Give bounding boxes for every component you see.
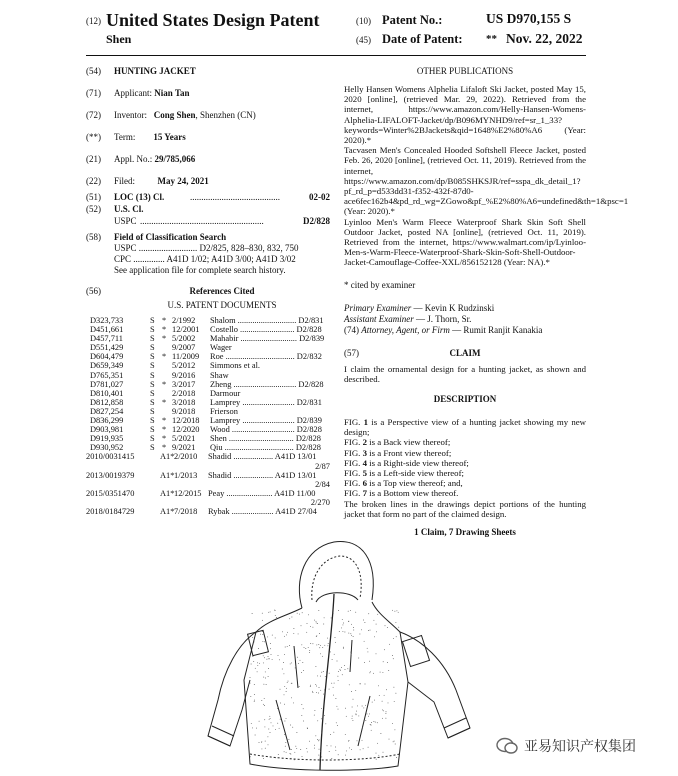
fig-number: 6 <box>362 478 367 489</box>
uspc-label: USPC <box>114 216 137 226</box>
right-sleeve <box>400 632 470 738</box>
field-number-10: (10) <box>356 16 371 26</box>
patent-kind: S <box>150 397 155 407</box>
patentee: Wood .............................. D2/828 <box>210 425 322 435</box>
field-tag: (54) <box>86 66 101 76</box>
field-number-12: (12) <box>86 16 101 26</box>
fig-text: is a Top view thereof; and, <box>366 478 463 489</box>
field-tag: (58) <box>86 232 101 242</box>
chest-pocket-zip-right <box>350 640 352 672</box>
assistant-examiner <box>344 314 586 325</box>
examiner-cited <box>162 371 172 380</box>
examiner-cited: * <box>162 416 167 426</box>
publication-kind: A1* <box>160 506 175 516</box>
figure-description <box>344 478 586 488</box>
applicant-field <box>86 88 330 110</box>
field-tag: (74) <box>344 324 359 335</box>
loc-class-field <box>86 192 330 204</box>
fig-prefix: FIG. <box>344 488 363 499</box>
table-row <box>90 334 330 343</box>
table-row <box>90 352 330 361</box>
applicant-label: Applicant: <box>114 88 152 98</box>
examiner-cited <box>162 407 172 416</box>
uspc-value: D2/828 <box>303 216 330 226</box>
publication-kind: A1* <box>160 452 175 462</box>
examiner-cited: * <box>162 334 167 344</box>
examiner-cited: * <box>162 316 167 325</box>
examiner-cited: * <box>162 397 167 407</box>
inventor-surname: Shen <box>106 32 132 46</box>
filed-field <box>86 176 330 192</box>
patent-date: 3/2017 <box>172 379 196 389</box>
publication-no: 2018/0184729 <box>86 506 135 516</box>
patent-number: D781,027 <box>90 379 124 389</box>
patent-date: 2/2018 <box>172 388 196 398</box>
publication-name: Shadid ................... A41D 13/01 <box>208 470 317 480</box>
field-number-45: (45) <box>356 35 371 45</box>
description-heading: DESCRIPTION <box>433 394 497 405</box>
fig-prefix: FIG. <box>344 457 363 468</box>
patent-date: 12/2001 <box>172 325 200 335</box>
fig-prefix: FIG. <box>344 417 364 428</box>
patent-reference-list <box>86 316 330 452</box>
term-value: 15 Years <box>153 132 186 142</box>
fig-number: 4 <box>362 457 367 468</box>
patent-date: 9/2007 <box>172 343 196 353</box>
patent-number: D919,935 <box>90 434 124 444</box>
inventor-location: , Shenzhen (CN) <box>195 110 256 120</box>
patentee: Qiu ................................. D2/828 <box>210 443 321 453</box>
search-uspc: USPC .......................... D2/825, 828–830, 832, 750 <box>114 243 299 253</box>
publication-class-continuation: 2/84 <box>315 479 330 489</box>
leader-dots: ........................................ <box>190 192 280 202</box>
patent-kind: S <box>150 379 155 389</box>
patent-date: 9/2018 <box>172 406 196 416</box>
publication-entry: Lyinloo Men's Warm Fleece Waterproof Shark Skin Soft Shell Outdoor Jacket, posted NA [online], (retrieved Oct. 11, 2019). Retrieved from the internet, https://www.walmart.com/ip/Lyinloo-Men-s-Warm-Fleece-Waterproof-Shark-Skin-Soft-Shell-Outdoor-Jacket-Camouflage-Coffee-XXL/856152128 (Year: NA).* <box>344 216 586 268</box>
term-field <box>86 132 330 154</box>
field-tag: (**) <box>86 132 101 142</box>
publication-date: 12/2015 <box>174 488 202 498</box>
publication-reference-list <box>86 452 330 516</box>
patentee: Darmour <box>210 388 241 398</box>
patent-number: US D970,155 S <box>486 11 572 26</box>
references-heading: References Cited <box>189 286 255 296</box>
hood-opening <box>312 556 361 600</box>
fig-number: 1 <box>363 417 369 428</box>
hem-line <box>250 754 400 760</box>
filed-label: Filed: <box>114 176 136 186</box>
fig-text: is a Bottom view thereof. <box>366 488 459 499</box>
patentee: Zheng .............................. D2/828 <box>210 379 324 389</box>
patent-number: D323,733 <box>90 316 124 325</box>
publication-name: Shadid ................... A41D 13/01 <box>208 452 317 462</box>
publication-no: 2015/0351470 <box>86 488 135 498</box>
table-row <box>90 443 330 452</box>
patent-date: 5/2012 <box>172 361 196 371</box>
patent-number: D457,711 <box>90 334 123 344</box>
field-tag: (22) <box>86 176 101 186</box>
assistant-examiner-label: Assistant Examiner <box>344 313 414 324</box>
table-row <box>86 489 330 498</box>
primary-examiner <box>344 303 586 314</box>
fig-number: 3 <box>362 447 367 458</box>
publication-entry: Tacvasen Men's Concealed Hooded Softshell Fleece Jacket, posted Feb. 26, 2020 [online], (retrieved Oct. 11, 2019). Retrieved from the internet, https://www.amazon.com/dp/B085SHKSJR/ref=sspa_dk_detail_1?pf_rd_p=d533dd31-f352-432f-87d0-ace6fec162b4&pd_rd_wg=ZGowo&pf_%E2%80%A6=undefined&th=1&psc=1 (Year: 2020).* <box>344 145 629 217</box>
patent-number: D812,858 <box>90 397 124 407</box>
patentee: Simmons et al. <box>210 361 261 371</box>
patentee: Shaw <box>210 370 229 380</box>
patent-date: 9/2016 <box>172 370 196 380</box>
patent-number: D551,429 <box>90 343 124 353</box>
figure-description <box>344 488 586 498</box>
publication-no: 2013/0019379 <box>86 470 135 480</box>
publication-name: Rybak .................... A41D 27/04 <box>208 506 317 516</box>
examiner-cited: * <box>162 325 167 335</box>
publication-date: 1/2013 <box>174 470 198 480</box>
assistant-examiner-name: — J. Thorn, Sr. <box>413 313 472 324</box>
zipper-line <box>320 594 334 770</box>
patent-kind: S <box>150 343 155 353</box>
patent-kind: S <box>150 388 155 398</box>
patent-number: D930,952 <box>90 443 124 453</box>
hood-outline <box>299 542 373 608</box>
term-extension-marker: ** <box>486 33 497 45</box>
patent-number: D810,401 <box>90 388 124 398</box>
title-field <box>86 66 330 88</box>
right-cuff <box>444 718 470 738</box>
filed-date: May 24, 2021 <box>157 176 209 186</box>
loc-value: 02-02 <box>309 192 330 202</box>
examiner-cited: * <box>162 425 167 435</box>
inventor-name: Cong Shen <box>153 110 196 120</box>
patent-number: D451,661 <box>90 325 124 335</box>
table-row <box>90 407 330 416</box>
fig-text: is a Front view thereof; <box>366 447 452 458</box>
field-tag: (51) <box>86 192 101 202</box>
date-of-patent: Nov. 22, 2022 <box>506 31 583 46</box>
applicant-name: Nian Tan <box>154 88 190 98</box>
attorney-label: Attorney, Agent, or Firm <box>361 324 450 335</box>
patent-date: 12/2020 <box>172 425 200 435</box>
table-row <box>86 452 330 461</box>
fig-text: is a Right-side view thereof; <box>366 457 469 468</box>
patent-kind: S <box>150 361 155 371</box>
primary-examiner-name: — Kevin K Rudzinski <box>411 302 495 313</box>
table-row <box>90 389 330 398</box>
patent-kind: S <box>150 434 155 444</box>
chest-pocket-zip-left <box>294 646 298 688</box>
claim-text: I claim the ornamental design for a hunting jacket, as shown and described. <box>344 363 586 384</box>
inventor-label: Inventor: <box>114 110 147 120</box>
patent-date: 2/1992 <box>172 316 196 325</box>
patent-date: 11/2009 <box>172 352 200 362</box>
cited-by-examiner: * cited by examiner <box>344 279 416 290</box>
application-number-field <box>86 154 330 176</box>
inventor-field <box>86 110 330 132</box>
claim-heading-row <box>344 348 586 360</box>
patentee: Roe ................................. D2/832 <box>210 352 322 362</box>
search-note: See application file for complete search history. <box>114 265 286 275</box>
hand-pocket-right <box>358 696 370 746</box>
table-row <box>90 398 330 407</box>
uspc-line <box>86 216 330 232</box>
patent-kind: S <box>150 316 155 325</box>
collar-line <box>316 593 358 602</box>
publication-date: 2/2010 <box>174 452 198 462</box>
patentee: Shen ............................... D2/828 <box>210 434 321 444</box>
appl-no-value: 29/785,066 <box>154 154 196 164</box>
patentee: Lamprey ......................... D2/831 <box>210 397 322 407</box>
patent-kind: S <box>150 370 155 380</box>
field-tag: (72) <box>86 110 101 120</box>
patent-kind: S <box>150 325 155 335</box>
table-row <box>90 371 330 380</box>
examiner-cited: * <box>162 352 167 362</box>
loc-label: LOC (13) Cl. <box>114 192 165 202</box>
patent-number: D827,254 <box>90 406 124 416</box>
left-sleeve <box>208 632 256 746</box>
examiner-cited <box>162 389 172 398</box>
bibliographic-column <box>86 66 330 516</box>
hand-pocket-left <box>276 700 290 750</box>
patent-kind: S <box>150 406 155 416</box>
figure-description <box>344 458 586 468</box>
patentee: Costello .......................... D2/828 <box>210 325 322 335</box>
patent-kind: S <box>150 425 155 435</box>
patentee: Wager <box>210 343 232 353</box>
fig-text: is a Back view thereof; <box>366 437 451 448</box>
attorney-name: — Rumit Ranjit Kanakia <box>449 324 543 335</box>
table-row <box>90 380 330 389</box>
table-row <box>90 425 330 434</box>
fig-prefix: FIG. <box>344 437 363 448</box>
table-row <box>90 325 330 334</box>
patent-number: D765,351 <box>90 370 124 380</box>
watermark <box>496 736 636 756</box>
fig-prefix: FIG. <box>344 468 363 479</box>
field-tag: (57) <box>344 347 359 358</box>
wechat-icon <box>496 737 518 755</box>
fig-prefix: FIG. <box>344 478 363 489</box>
patent-number: D604,479 <box>90 352 124 362</box>
hunting-jacket-drawing <box>194 540 484 776</box>
patentee: Mahabir ........................... D2/839 <box>210 334 325 344</box>
examiner-cited: * <box>162 379 167 389</box>
fabric-texture <box>250 610 400 761</box>
publication-date: 7/2018 <box>174 506 198 516</box>
field-tag: (52) <box>86 204 101 214</box>
figure-description <box>344 468 586 478</box>
patent-number: D903,981 <box>90 425 124 435</box>
fig-text: is a Perspective view of a hunting jacket showing my new design; <box>344 417 586 438</box>
primary-examiner-label: Primary Examiner <box>344 302 412 313</box>
search-field <box>86 232 330 280</box>
term-label: Term: <box>114 132 136 142</box>
patent-date: 5/2002 <box>172 334 196 344</box>
claims-drawings-count: 1 Claim, 7 Drawing Sheets <box>414 527 516 538</box>
fig-text: is a Left-side view thereof; <box>366 468 464 479</box>
search-label: Field of Classification Search <box>114 232 227 242</box>
patentee: Frierson <box>210 406 238 416</box>
invention-title: HUNTING JACKET <box>114 66 196 76</box>
date-of-patent-label: Date of Patent: <box>382 32 463 46</box>
us-class-field <box>86 204 330 216</box>
patent-header <box>86 8 586 52</box>
fig-number: 2 <box>362 437 367 448</box>
table-row <box>90 434 330 443</box>
publication-class-continuation: 2/87 <box>315 461 330 471</box>
patent-number-label: Patent No.: <box>382 13 443 27</box>
table-row <box>90 361 330 370</box>
table-row <box>86 471 330 480</box>
figure-list <box>344 417 586 499</box>
publication-class-continuation: 2/270 <box>310 497 330 507</box>
patent-number: D659,349 <box>90 361 124 371</box>
patent-kind: S <box>150 443 155 453</box>
table-row <box>90 416 330 425</box>
patent-date: 12/2018 <box>172 416 200 426</box>
attorney <box>344 325 586 336</box>
broken-lines-note: The broken lines in the drawings depict portions of the hunting jacket that form no part of the claimed design. <box>344 498 586 519</box>
patent-kind: S <box>150 352 155 362</box>
left-cuff <box>208 726 234 746</box>
publication-entry: Helly Hansen Womens Alphelia Lifaloft Ski Jacket, posted May 15, 2020 [online], (retrieved Mar. 29, 2022). Retrieved from the internet, https://www.amazon.com/Helly-Hansen-Womens-Alphelia-LIFALOFT-Jacket/dp/B096MYNHD9/ref=sr_1_33?keywords=Winter%2BJackets&qid=1648%E2%80%A6 (Year: 2020).* <box>344 84 586 146</box>
patentee: Lamprey ......................... D2/839 <box>210 416 322 426</box>
table-row <box>90 316 330 325</box>
field-tag: (21) <box>86 154 101 164</box>
watermark-text: 亚易知识产权集团 <box>524 739 636 755</box>
references-cited <box>86 286 330 310</box>
fig-number: 5 <box>362 468 367 479</box>
patent-kind: S <box>150 334 155 344</box>
patent-number: D836,299 <box>90 416 124 426</box>
publications-column <box>344 66 629 538</box>
claim-heading: CLAIM <box>449 347 481 358</box>
patentee: Shalom ............................ D2/831 <box>210 316 324 325</box>
patent-date: 9/2021 <box>172 443 196 453</box>
patent-date: 3/2018 <box>172 397 196 407</box>
publication-name: Peay ...................... A41D 11/00 <box>208 488 316 498</box>
figure-description <box>344 448 586 458</box>
figure-description <box>344 437 586 447</box>
table-row <box>90 343 330 352</box>
publication-kind: A1* <box>160 470 175 480</box>
appl-no-label: Appl. No.: <box>114 154 153 164</box>
publication-kind: A1* <box>160 488 175 498</box>
search-cpc: CPC .............. A41D 1/02; A41D 3/00; A41D 3/02 <box>114 254 296 264</box>
header-rule <box>86 55 586 56</box>
examiner-cited <box>162 343 172 352</box>
leader-dots: ....................................................... <box>140 216 264 226</box>
examiner-cited: * <box>162 434 167 444</box>
field-tag: (56) <box>86 286 101 296</box>
fig-prefix: FIG. <box>344 447 363 458</box>
us-patent-docs-heading: U.S. PATENT DOCUMENTS <box>167 300 277 310</box>
examiner-cited <box>162 361 172 370</box>
field-tag: (71) <box>86 88 101 98</box>
patent-title: United States Design Patent <box>106 10 320 30</box>
table-row <box>86 507 330 516</box>
publication-no: 2010/0031415 <box>86 452 135 462</box>
patent-kind: S <box>150 416 155 426</box>
fig-number: 7 <box>362 488 367 499</box>
figure-description <box>344 417 586 437</box>
other-publications-heading: OTHER PUBLICATIONS <box>416 66 514 76</box>
examiner-cited: * <box>162 443 167 453</box>
us-class-label: U.S. Cl. <box>114 204 144 214</box>
patent-date: 5/2021 <box>172 434 196 444</box>
